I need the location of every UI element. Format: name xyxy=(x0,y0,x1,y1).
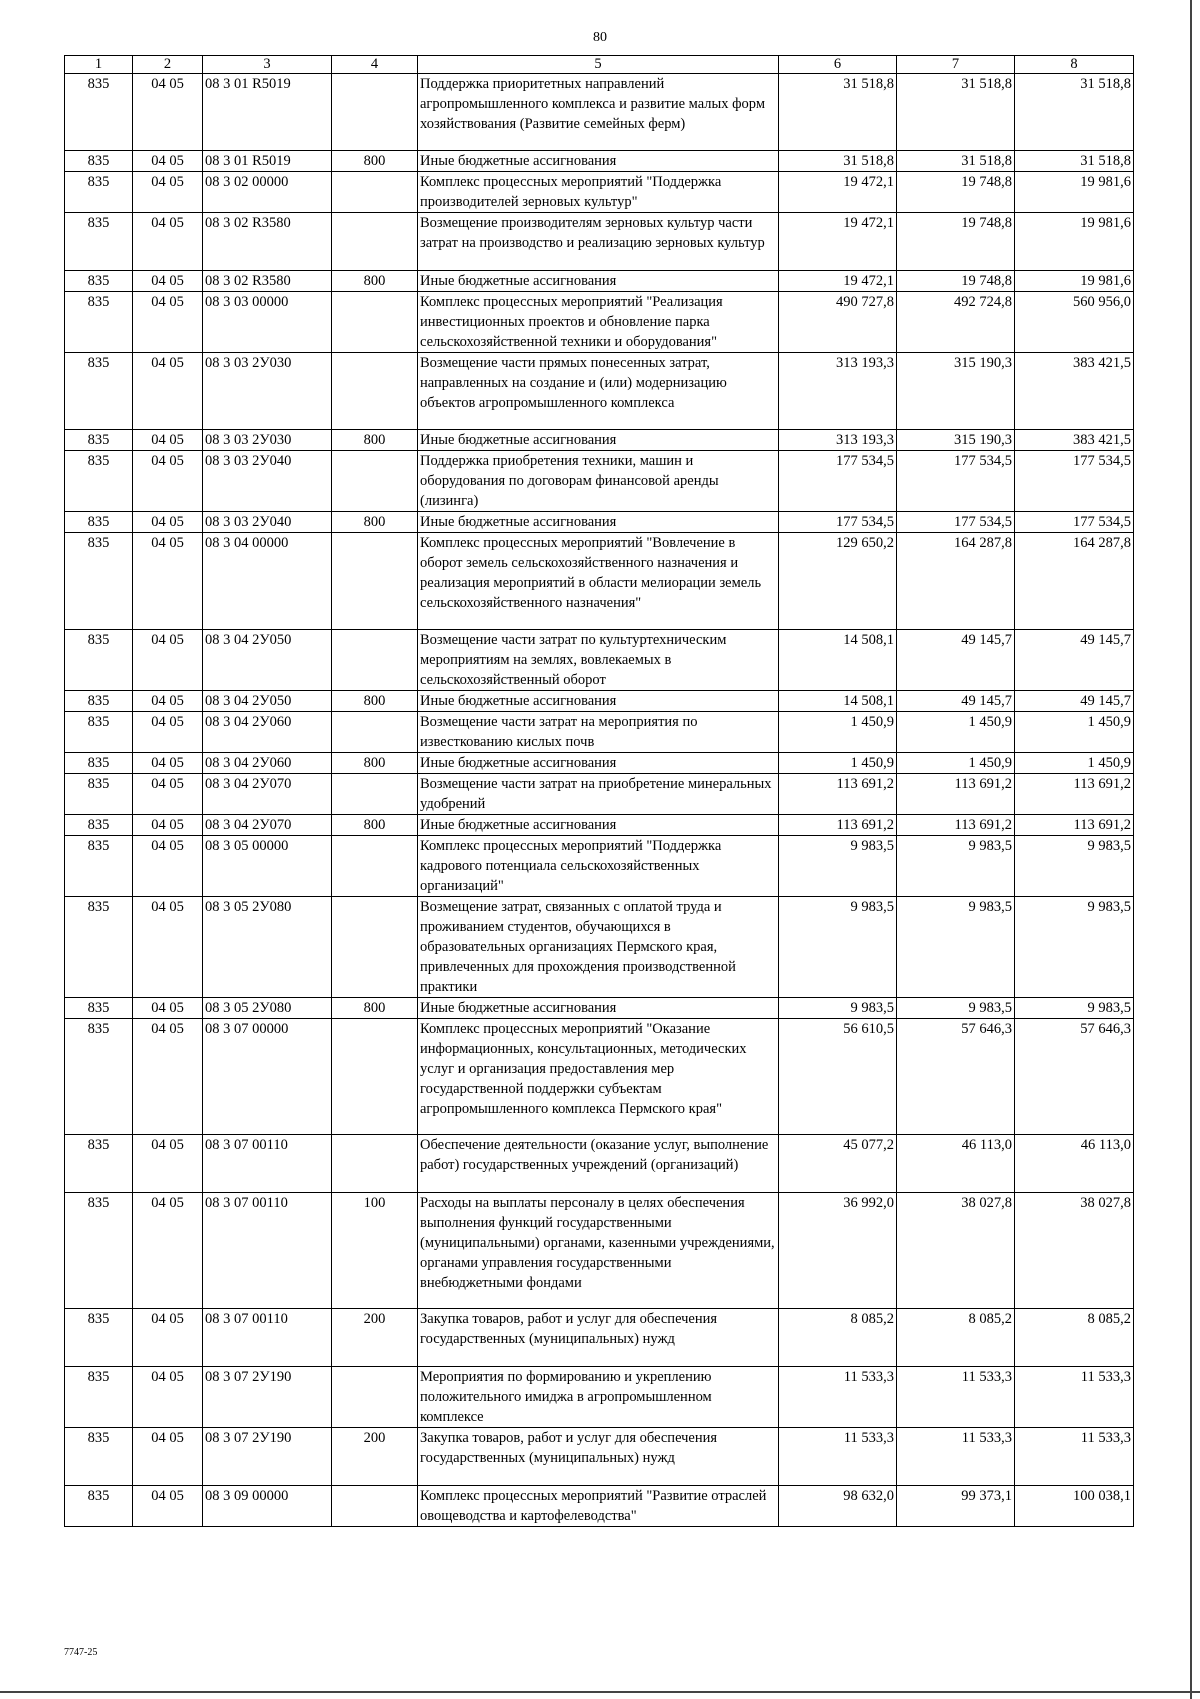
cell-amount-col6: 56 610,5 xyxy=(779,1019,897,1135)
cell-expense-type: 800 xyxy=(332,998,418,1019)
cell-amount-col7: 8 085,2 xyxy=(897,1309,1015,1367)
cell-section-code: 04 05 xyxy=(133,712,203,753)
cell-amount-col8: 560 956,0 xyxy=(1015,292,1134,353)
cell-amount-col8: 177 534,5 xyxy=(1015,451,1134,512)
cell-section-code: 04 05 xyxy=(133,512,203,533)
cell-expense-type xyxy=(332,172,418,213)
table-row xyxy=(65,213,1134,271)
cell-target-article: 08 3 07 00110 xyxy=(203,1135,332,1193)
cell-section-code: 04 05 xyxy=(133,271,203,292)
cell-amount-col6: 11 533,3 xyxy=(779,1367,897,1428)
cell-expense-type: 800 xyxy=(332,512,418,533)
cell-description: Иные бюджетные ассигнования xyxy=(418,815,779,836)
cell-section-code: 04 05 xyxy=(133,836,203,897)
cell-amount-col7: 164 287,8 xyxy=(897,533,1015,630)
cell-section-code: 04 05 xyxy=(133,353,203,430)
cell-description: Иные бюджетные ассигнования xyxy=(418,151,779,172)
cell-description: Иные бюджетные ассигнования xyxy=(418,512,779,533)
cell-admin-code: 835 xyxy=(65,1428,133,1486)
table-row xyxy=(65,897,1134,998)
cell-admin-code: 835 xyxy=(65,353,133,430)
cell-expense-type xyxy=(332,1019,418,1135)
cell-description: Иные бюджетные ассигнования xyxy=(418,998,779,1019)
table-row xyxy=(65,630,1134,691)
cell-amount-col7: 49 145,7 xyxy=(897,630,1015,691)
cell-amount-col8: 383 421,5 xyxy=(1015,353,1134,430)
cell-target-article: 08 3 05 2У080 xyxy=(203,998,332,1019)
cell-target-article: 08 3 07 00110 xyxy=(203,1309,332,1367)
cell-expense-type xyxy=(332,897,418,998)
cell-amount-col6: 129 650,2 xyxy=(779,533,897,630)
cell-amount-col6: 1 450,9 xyxy=(779,712,897,753)
table-row xyxy=(65,753,1134,774)
cell-target-article: 08 3 03 2У030 xyxy=(203,430,332,451)
cell-target-article: 08 3 02 R3580 xyxy=(203,213,332,271)
cell-amount-col6: 36 992,0 xyxy=(779,1193,897,1309)
cell-description: Закупка товаров, работ и услуг для обеспечения государственных (муниципальных) нужд xyxy=(418,1428,779,1486)
cell-amount-col8: 1 450,9 xyxy=(1015,712,1134,753)
cell-description: Иные бюджетные ассигнования xyxy=(418,430,779,451)
table-row xyxy=(65,430,1134,451)
cell-amount-col7: 315 190,3 xyxy=(897,430,1015,451)
table-row xyxy=(65,691,1134,712)
cell-amount-col6: 177 534,5 xyxy=(779,451,897,512)
cell-amount-col8: 46 113,0 xyxy=(1015,1135,1134,1193)
cell-amount-col8: 38 027,8 xyxy=(1015,1193,1134,1309)
cell-expense-type xyxy=(332,774,418,815)
cell-section-code: 04 05 xyxy=(133,774,203,815)
cell-amount-col6: 313 193,3 xyxy=(779,353,897,430)
table-row xyxy=(65,998,1134,1019)
cell-section-code: 04 05 xyxy=(133,691,203,712)
cell-admin-code: 835 xyxy=(65,815,133,836)
cell-section-code: 04 05 xyxy=(133,1486,203,1527)
cell-target-article: 08 3 07 00000 xyxy=(203,1019,332,1135)
table-header xyxy=(65,56,1134,74)
cell-amount-col7: 177 534,5 xyxy=(897,512,1015,533)
cell-admin-code: 835 xyxy=(65,1193,133,1309)
cell-description: Иные бюджетные ассигнования xyxy=(418,753,779,774)
column-header: 1 xyxy=(65,56,133,74)
cell-description: Возмещение части затрат по культуртехническим мероприятиям на землях, вовлекаемых в сельскохозяйственный оборот xyxy=(418,630,779,691)
cell-admin-code: 835 xyxy=(65,836,133,897)
cell-amount-col7: 9 983,5 xyxy=(897,998,1015,1019)
cell-amount-col7: 19 748,8 xyxy=(897,213,1015,271)
table-row xyxy=(65,74,1134,151)
scan-border-bottom xyxy=(0,1691,1200,1693)
cell-expense-type xyxy=(332,451,418,512)
budget-table xyxy=(64,55,1134,1527)
cell-amount-col8: 113 691,2 xyxy=(1015,774,1134,815)
cell-expense-type: 800 xyxy=(332,815,418,836)
cell-amount-col6: 113 691,2 xyxy=(779,815,897,836)
cell-amount-col8: 31 518,8 xyxy=(1015,151,1134,172)
cell-amount-col8: 19 981,6 xyxy=(1015,213,1134,271)
cell-description: Возмещение затрат, связанных с оплатой труда и проживанием студентов, обучающихся в образовательных организациях Пермского края, привлеченных для прохождения производственной практики xyxy=(418,897,779,998)
scan-border-right xyxy=(1190,0,1192,1699)
cell-amount-col6: 98 632,0 xyxy=(779,1486,897,1527)
cell-amount-col8: 31 518,8 xyxy=(1015,74,1134,151)
cell-section-code: 04 05 xyxy=(133,533,203,630)
cell-amount-col8: 57 646,3 xyxy=(1015,1019,1134,1135)
cell-amount-col6: 9 983,5 xyxy=(779,836,897,897)
cell-amount-col8: 9 983,5 xyxy=(1015,897,1134,998)
cell-description: Комплекс процессных мероприятий "Поддержка кадрового потенциала сельскохозяйственных организаций" xyxy=(418,836,779,897)
cell-description: Комплекс процессных мероприятий "Реализация инвестиционных проектов и обновление парка сельскохозяйственной техники и оборудования" xyxy=(418,292,779,353)
cell-target-article: 08 3 04 00000 xyxy=(203,533,332,630)
cell-admin-code: 835 xyxy=(65,998,133,1019)
table-row xyxy=(65,1193,1134,1309)
cell-expense-type xyxy=(332,1367,418,1428)
cell-target-article: 08 3 04 2У070 xyxy=(203,774,332,815)
cell-expense-type xyxy=(332,836,418,897)
table-row xyxy=(65,1367,1134,1428)
table-row xyxy=(65,292,1134,353)
cell-amount-col8: 11 533,3 xyxy=(1015,1428,1134,1486)
cell-amount-col8: 383 421,5 xyxy=(1015,430,1134,451)
cell-amount-col8: 113 691,2 xyxy=(1015,815,1134,836)
cell-amount-col8: 8 085,2 xyxy=(1015,1309,1134,1367)
cell-admin-code: 835 xyxy=(65,753,133,774)
cell-section-code: 04 05 xyxy=(133,430,203,451)
cell-target-article: 08 3 04 2У060 xyxy=(203,753,332,774)
cell-target-article: 08 3 02 00000 xyxy=(203,172,332,213)
cell-description: Иные бюджетные ассигнования xyxy=(418,691,779,712)
cell-description: Обеспечение деятельности (оказание услуг, выполнение работ) государственных учреждений (организаций) xyxy=(418,1135,779,1193)
cell-amount-col7: 19 748,8 xyxy=(897,172,1015,213)
table-row xyxy=(65,533,1134,630)
cell-expense-type: 800 xyxy=(332,753,418,774)
cell-section-code: 04 05 xyxy=(133,1309,203,1367)
cell-amount-col6: 9 983,5 xyxy=(779,897,897,998)
cell-amount-col7: 177 534,5 xyxy=(897,451,1015,512)
cell-expense-type xyxy=(332,630,418,691)
cell-amount-col8: 11 533,3 xyxy=(1015,1367,1134,1428)
cell-section-code: 04 05 xyxy=(133,815,203,836)
cell-amount-col7: 99 373,1 xyxy=(897,1486,1015,1527)
cell-amount-col7: 31 518,8 xyxy=(897,151,1015,172)
cell-amount-col6: 14 508,1 xyxy=(779,691,897,712)
cell-amount-col6: 19 472,1 xyxy=(779,271,897,292)
cell-expense-type: 200 xyxy=(332,1428,418,1486)
cell-admin-code: 835 xyxy=(65,451,133,512)
table-row xyxy=(65,151,1134,172)
cell-description: Комплекс процессных мероприятий "Поддержка производителей зерновых культур" xyxy=(418,172,779,213)
cell-section-code: 04 05 xyxy=(133,74,203,151)
cell-amount-col8: 9 983,5 xyxy=(1015,836,1134,897)
column-header: 5 xyxy=(418,56,779,74)
cell-target-article: 08 3 04 2У050 xyxy=(203,691,332,712)
cell-amount-col8: 1 450,9 xyxy=(1015,753,1134,774)
cell-amount-col7: 46 113,0 xyxy=(897,1135,1015,1193)
cell-amount-col6: 14 508,1 xyxy=(779,630,897,691)
cell-admin-code: 835 xyxy=(65,172,133,213)
table-row xyxy=(65,1019,1134,1135)
cell-admin-code: 835 xyxy=(65,897,133,998)
cell-section-code: 04 05 xyxy=(133,998,203,1019)
cell-expense-type: 800 xyxy=(332,691,418,712)
cell-amount-col7: 11 533,3 xyxy=(897,1367,1015,1428)
column-header: 2 xyxy=(133,56,203,74)
cell-amount-col8: 177 534,5 xyxy=(1015,512,1134,533)
table-row xyxy=(65,172,1134,213)
cell-target-article: 08 3 01 R5019 xyxy=(203,151,332,172)
cell-target-article: 08 3 04 2У070 xyxy=(203,815,332,836)
cell-admin-code: 835 xyxy=(65,430,133,451)
cell-admin-code: 835 xyxy=(65,1367,133,1428)
cell-section-code: 04 05 xyxy=(133,151,203,172)
cell-amount-col6: 113 691,2 xyxy=(779,774,897,815)
cell-admin-code: 835 xyxy=(65,292,133,353)
cell-amount-col6: 177 534,5 xyxy=(779,512,897,533)
cell-amount-col8: 49 145,7 xyxy=(1015,630,1134,691)
cell-expense-type xyxy=(332,1135,418,1193)
cell-expense-type xyxy=(332,712,418,753)
table-row xyxy=(65,774,1134,815)
cell-amount-col8: 49 145,7 xyxy=(1015,691,1134,712)
table-row xyxy=(65,1135,1134,1193)
cell-amount-col7: 9 983,5 xyxy=(897,897,1015,998)
cell-target-article: 08 3 05 2У080 xyxy=(203,897,332,998)
cell-amount-col7: 113 691,2 xyxy=(897,774,1015,815)
cell-amount-col7: 113 691,2 xyxy=(897,815,1015,836)
cell-amount-col6: 45 077,2 xyxy=(779,1135,897,1193)
cell-target-article: 08 3 04 2У050 xyxy=(203,630,332,691)
table-row xyxy=(65,353,1134,430)
cell-admin-code: 835 xyxy=(65,630,133,691)
cell-amount-col7: 315 190,3 xyxy=(897,353,1015,430)
cell-description: Закупка товаров, работ и услуг для обеспечения государственных (муниципальных) нужд xyxy=(418,1309,779,1367)
cell-amount-col6: 8 085,2 xyxy=(779,1309,897,1367)
cell-amount-col6: 31 518,8 xyxy=(779,151,897,172)
cell-amount-col6: 19 472,1 xyxy=(779,213,897,271)
cell-description: Поддержка приоритетных направлений агропромышленного комплекса и развитие малых форм хозяйствования (Развитие семейных ферм) xyxy=(418,74,779,151)
cell-description: Поддержка приобретения техники, машин и оборудования по договорам финансовой аренды (лизинга) xyxy=(418,451,779,512)
cell-expense-type xyxy=(332,74,418,151)
cell-amount-col6: 31 518,8 xyxy=(779,74,897,151)
cell-admin-code: 835 xyxy=(65,774,133,815)
cell-amount-col8: 19 981,6 xyxy=(1015,271,1134,292)
cell-description: Комплекс процессных мероприятий "Оказание информационных, консультационных, методических услуг и организация предоставления мер государственной поддержки субъектам агропромышленного комплекса Пермского края" xyxy=(418,1019,779,1135)
cell-expense-type: 800 xyxy=(332,271,418,292)
cell-admin-code: 835 xyxy=(65,1309,133,1367)
cell-amount-col7: 49 145,7 xyxy=(897,691,1015,712)
cell-section-code: 04 05 xyxy=(133,451,203,512)
cell-target-article: 08 3 09 00000 xyxy=(203,1486,332,1527)
cell-target-article: 08 3 07 00110 xyxy=(203,1193,332,1309)
cell-admin-code: 835 xyxy=(65,712,133,753)
column-header: 4 xyxy=(332,56,418,74)
cell-expense-type: 100 xyxy=(332,1193,418,1309)
cell-amount-col7: 19 748,8 xyxy=(897,271,1015,292)
cell-expense-type xyxy=(332,353,418,430)
column-header: 7 xyxy=(897,56,1015,74)
cell-admin-code: 835 xyxy=(65,74,133,151)
table-row xyxy=(65,451,1134,512)
table-row xyxy=(65,271,1134,292)
cell-target-article: 08 3 07 2У190 xyxy=(203,1367,332,1428)
cell-amount-col7: 57 646,3 xyxy=(897,1019,1015,1135)
cell-expense-type: 800 xyxy=(332,430,418,451)
cell-section-code: 04 05 xyxy=(133,1193,203,1309)
table-row xyxy=(65,1309,1134,1367)
cell-amount-col7: 9 983,5 xyxy=(897,836,1015,897)
cell-section-code: 04 05 xyxy=(133,1367,203,1428)
cell-expense-type xyxy=(332,533,418,630)
cell-target-article: 08 3 03 2У040 xyxy=(203,512,332,533)
cell-admin-code: 835 xyxy=(65,151,133,172)
cell-description: Мероприятия по формированию и укреплению положительного имиджа в агропромышленном комплексе xyxy=(418,1367,779,1428)
cell-section-code: 04 05 xyxy=(133,172,203,213)
cell-expense-type: 800 xyxy=(332,151,418,172)
cell-section-code: 04 05 xyxy=(133,1135,203,1193)
document-code: 7747-25 xyxy=(64,1647,98,1658)
cell-amount-col7: 1 450,9 xyxy=(897,753,1015,774)
cell-amount-col8: 9 983,5 xyxy=(1015,998,1134,1019)
cell-section-code: 04 05 xyxy=(133,1019,203,1135)
cell-target-article: 08 3 07 2У190 xyxy=(203,1428,332,1486)
table-row xyxy=(65,712,1134,753)
cell-description: Возмещение части затрат на мероприятия по известкованию кислых почв xyxy=(418,712,779,753)
cell-amount-col8: 164 287,8 xyxy=(1015,533,1134,630)
cell-expense-type xyxy=(332,292,418,353)
cell-target-article: 08 3 05 00000 xyxy=(203,836,332,897)
cell-admin-code: 835 xyxy=(65,512,133,533)
cell-amount-col8: 100 038,1 xyxy=(1015,1486,1134,1527)
cell-target-article: 08 3 01 R5019 xyxy=(203,74,332,151)
table-row xyxy=(65,1428,1134,1486)
table-body xyxy=(65,74,1134,1527)
header-row xyxy=(65,56,1134,74)
cell-description: Возмещение производителям зерновых культур части затрат на производство и реализацию зерновых культур xyxy=(418,213,779,271)
cell-section-code: 04 05 xyxy=(133,897,203,998)
cell-section-code: 04 05 xyxy=(133,292,203,353)
cell-target-article: 08 3 02 R3580 xyxy=(203,271,332,292)
page-number: 80 xyxy=(593,30,607,45)
cell-description: Комплекс процессных мероприятий "Развитие отраслей овощеводства и картофелеводства" xyxy=(418,1486,779,1527)
cell-amount-col8: 19 981,6 xyxy=(1015,172,1134,213)
cell-description: Расходы на выплаты персоналу в целях обеспечения выполнения функций государственными (муниципальными) органами, казенными учреждениями, органами управления государственными внебюджетными фондами xyxy=(418,1193,779,1309)
cell-admin-code: 835 xyxy=(65,1135,133,1193)
column-header: 6 xyxy=(779,56,897,74)
table-row xyxy=(65,1486,1134,1527)
cell-amount-col7: 11 533,3 xyxy=(897,1428,1015,1486)
table-row xyxy=(65,512,1134,533)
cell-description: Возмещение части затрат на приобретение минеральных удобрений xyxy=(418,774,779,815)
cell-amount-col6: 11 533,3 xyxy=(779,1428,897,1486)
column-header: 3 xyxy=(203,56,332,74)
cell-section-code: 04 05 xyxy=(133,630,203,691)
cell-section-code: 04 05 xyxy=(133,1428,203,1486)
cell-amount-col7: 1 450,9 xyxy=(897,712,1015,753)
cell-admin-code: 835 xyxy=(65,213,133,271)
cell-amount-col7: 492 724,8 xyxy=(897,292,1015,353)
cell-admin-code: 835 xyxy=(65,271,133,292)
cell-description: Возмещение части прямых понесенных затрат, направленных на создание и (или) модернизацию объектов агропромышленного комплекса xyxy=(418,353,779,430)
cell-description: Комплекс процессных мероприятий "Вовлечение в оборот земель сельскохозяйственного назначения и реализация мероприятий в области мелиорации земель сельскохозяйственного назначения" xyxy=(418,533,779,630)
column-header: 8 xyxy=(1015,56,1134,74)
cell-target-article: 08 3 04 2У060 xyxy=(203,712,332,753)
cell-amount-col7: 38 027,8 xyxy=(897,1193,1015,1309)
cell-amount-col6: 9 983,5 xyxy=(779,998,897,1019)
cell-amount-col6: 490 727,8 xyxy=(779,292,897,353)
cell-section-code: 04 05 xyxy=(133,213,203,271)
cell-amount-col6: 1 450,9 xyxy=(779,753,897,774)
cell-amount-col6: 313 193,3 xyxy=(779,430,897,451)
cell-expense-type xyxy=(332,213,418,271)
cell-description: Иные бюджетные ассигнования xyxy=(418,271,779,292)
cell-admin-code: 835 xyxy=(65,1486,133,1527)
cell-admin-code: 835 xyxy=(65,1019,133,1135)
cell-admin-code: 835 xyxy=(65,691,133,712)
cell-target-article: 08 3 03 2У040 xyxy=(203,451,332,512)
cell-section-code: 04 05 xyxy=(133,753,203,774)
cell-expense-type xyxy=(332,1486,418,1527)
cell-target-article: 08 3 03 2У030 xyxy=(203,353,332,430)
table-row xyxy=(65,836,1134,897)
cell-expense-type: 200 xyxy=(332,1309,418,1367)
table-row xyxy=(65,815,1134,836)
cell-target-article: 08 3 03 00000 xyxy=(203,292,332,353)
cell-amount-col7: 31 518,8 xyxy=(897,74,1015,151)
cell-admin-code: 835 xyxy=(65,533,133,630)
cell-amount-col6: 19 472,1 xyxy=(779,172,897,213)
